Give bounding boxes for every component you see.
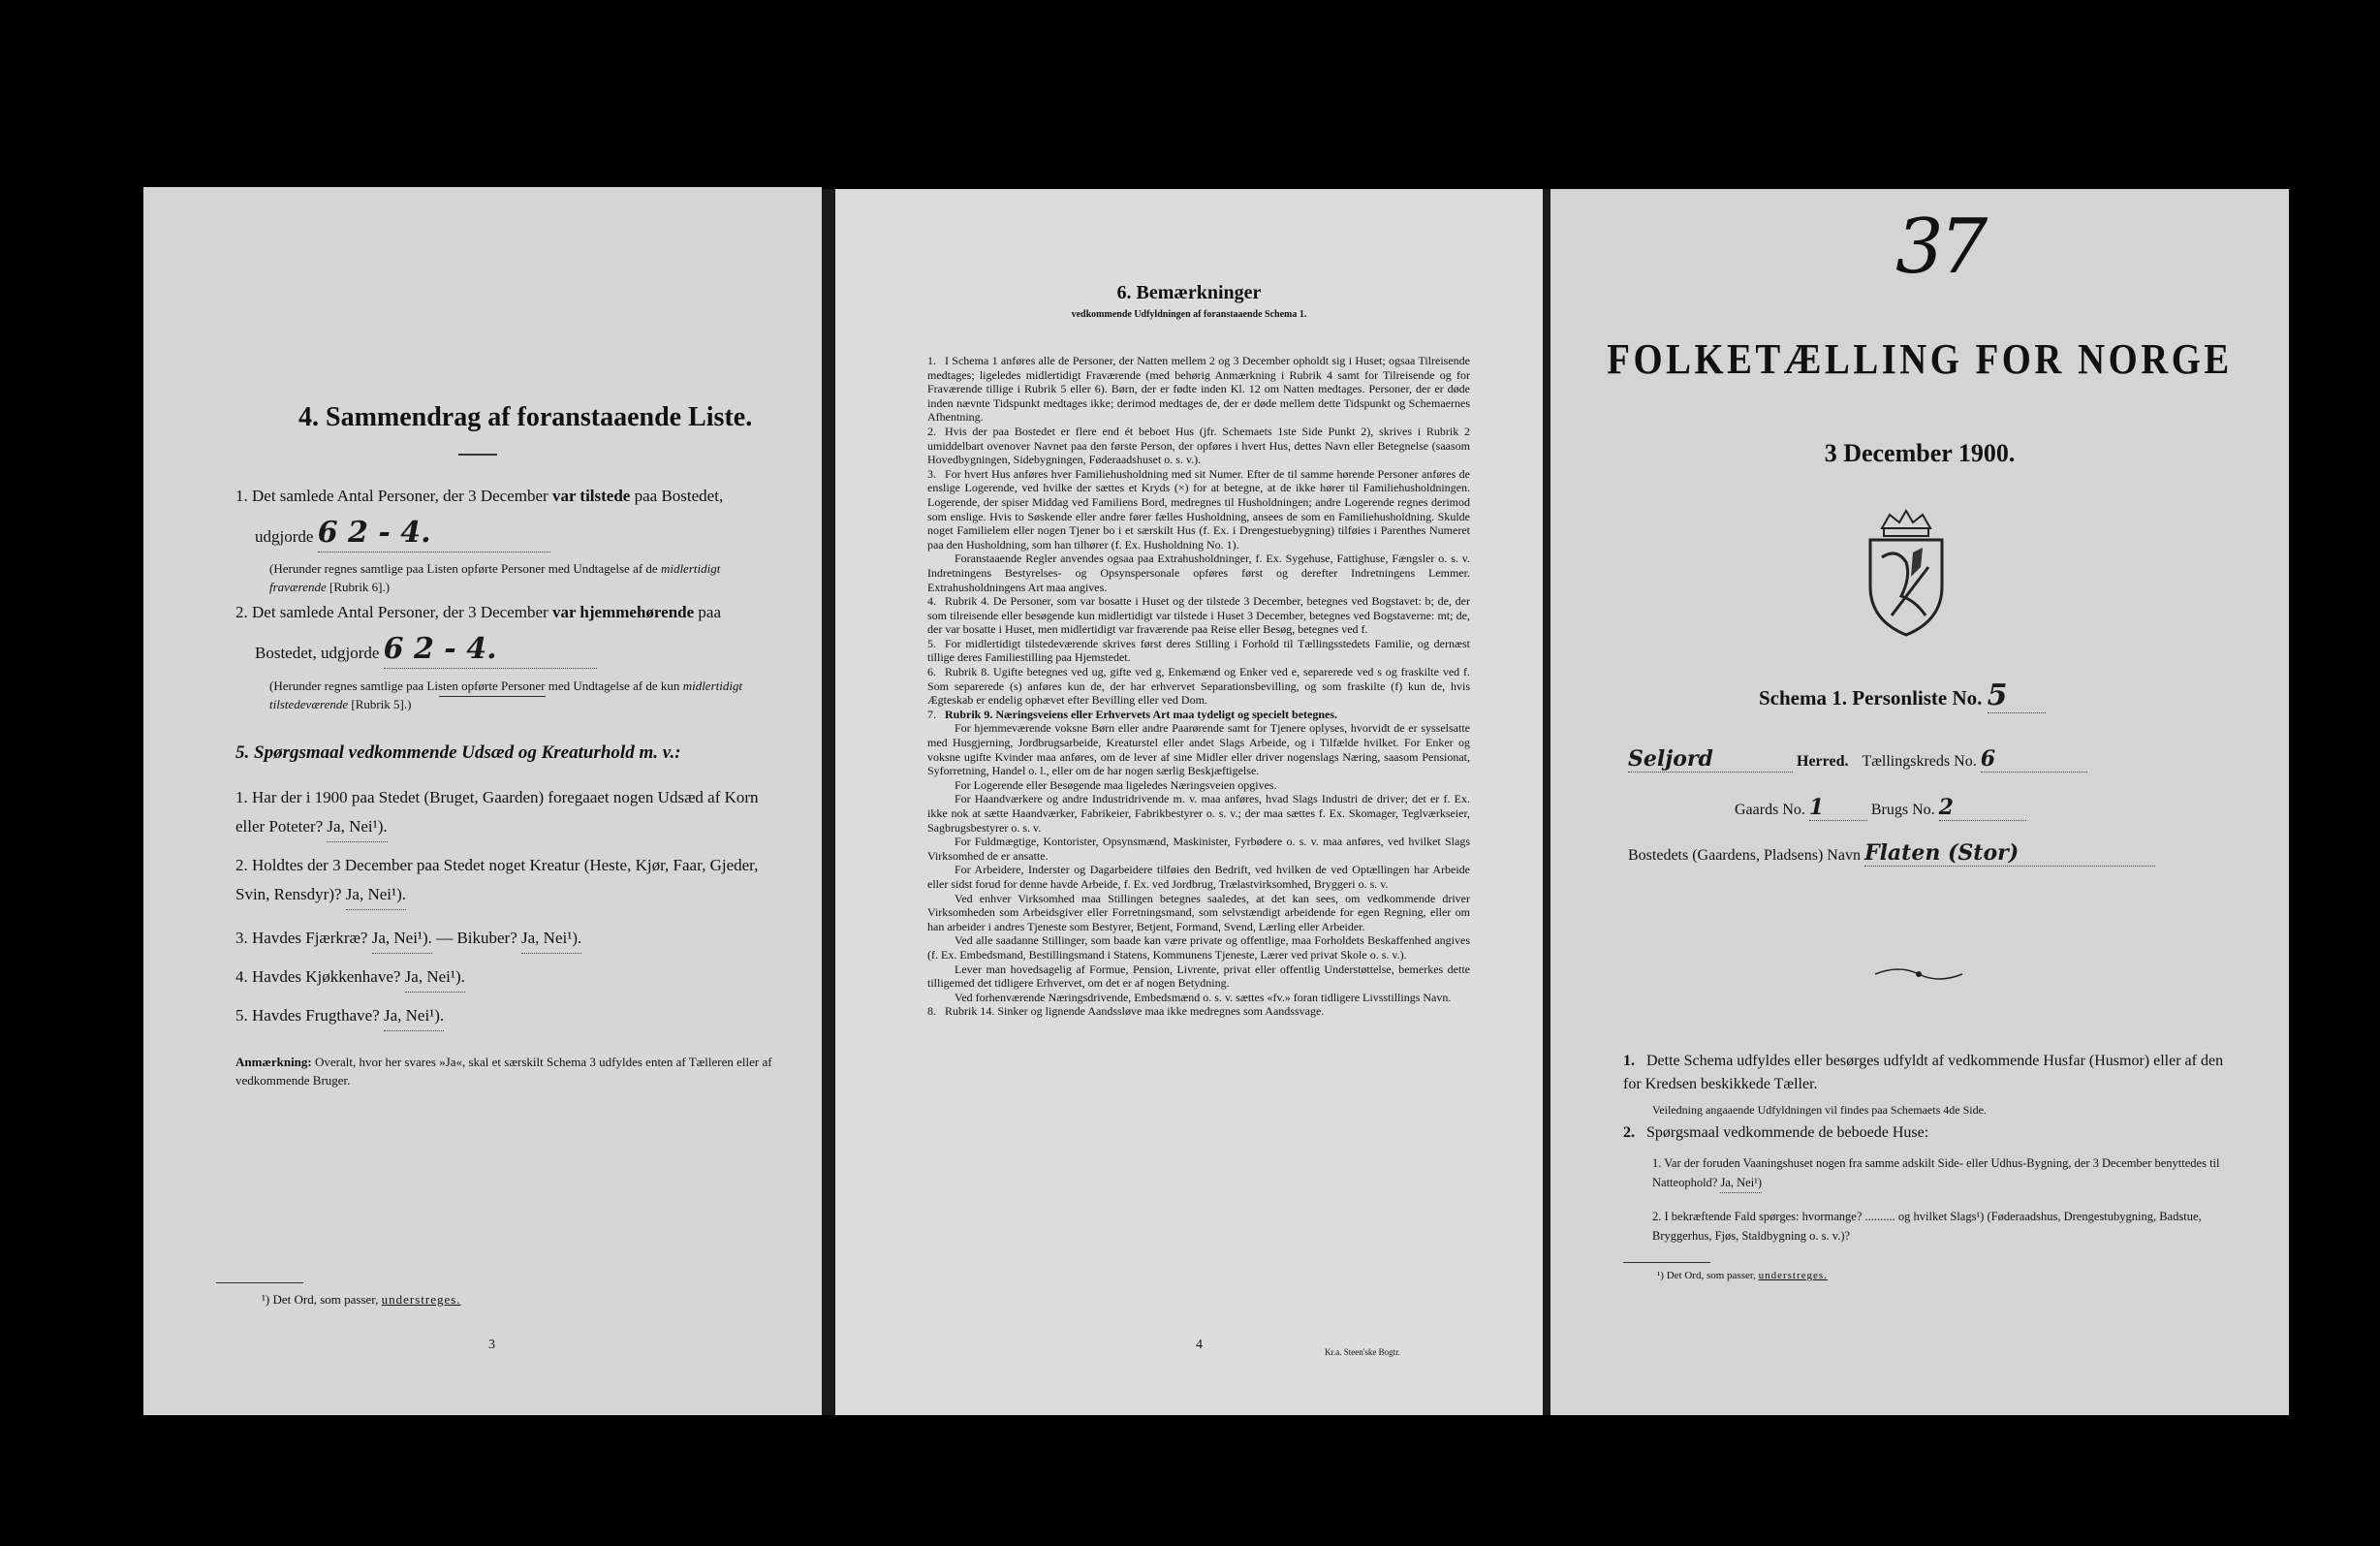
question-1: [235, 783, 778, 842]
remark-text: Foranstaaende Regler anvendes ogsaa paa Extrahusholdninger, f. Ex. Sygehuse, Fattighuse, Fængsler o. s. v. Indretningens Bestyrelses- og Opsynspersonale opføres først og derefter Indretningens Lemmer. Extrahusholdningens Art maa angives.: [927, 552, 1470, 594]
remark-text: For hjemmeværende voksne Børn eller andre Paarørende samt for Tjenere oplyses, hvorvidt de er sysselsatte med Husgjerning, Jordbrugsarbeide, Kreaturstel eller andet Slags Arbeide, og i Tilfælde hvilket. For Enker og voksne ugifte Kvinder maa anføres, om de lever af sine Midler eller driver nogenslags Næring, saasom Pensionat, Syforretning, Handel o. l., eller om de har nogen særlig Beskjæftigelse.: [927, 721, 1470, 778]
question-number: 5.: [235, 1006, 248, 1025]
gaards-line: [1735, 795, 2026, 821]
note-italic: midlertidigt fraværende: [269, 561, 721, 594]
left-footnote: [262, 1292, 461, 1308]
remark-number: 5.: [927, 636, 936, 650]
section-divider: [439, 696, 546, 697]
note-text: [Rubrik 6].): [329, 580, 391, 594]
question-answer: Ja, Nei¹).: [405, 962, 465, 993]
census-date: 3 December 1900.: [1824, 439, 2016, 467]
remark-text: For Haandværkere og andre Industridrivende m. v. maa anføres, hvad Slags Industri de driver; det er f. Ex. ikke nok at sætte Haandværker, Fabrikeier, Fabrikbestyrer o. s. v.; der maa sættes f. Ex. Skomager, Teglværkseier, Sagbrugsbestyrer o. s. v.: [927, 792, 1470, 835]
item-bold-text: var hjemmehørende: [551, 603, 695, 621]
item-text: paa: [698, 603, 721, 621]
herred-line: [1628, 746, 2087, 773]
kreds-value: 6: [1981, 746, 2087, 773]
question-number: 1.: [235, 788, 248, 806]
anmerkning: [235, 1053, 778, 1089]
middle-page: [835, 189, 1543, 1415]
brugs-value: 2: [1939, 795, 2026, 821]
sub-question-2: [1652, 1207, 2224, 1246]
remark-paragraph: [927, 721, 1470, 777]
footnote-text: ¹) Det Ord, som passer,: [262, 1292, 379, 1307]
question-2: [235, 851, 778, 910]
question-3: [235, 924, 778, 954]
instruction-2: [1623, 1121, 2224, 1145]
schema-line: [1759, 678, 2046, 713]
personliste-number: 5: [1988, 678, 2046, 713]
remark-text: Rubrik 4. De Personer, som var bosatte i Huset og der tilstede 3 December, betegnes ved Bogstavet: b; de, der som tilreisende eller besøgende kun midlertidigt var tilstede i Huset 3 December, betegnes ved Bogstaverne: mt; de, der var bosatte i Huset, men midlertidigt var fraværende paa Reise eller Besøg, betegnes ved f.: [927, 594, 1470, 637]
sub-question-text: Var der foruden Vaaningshuset nogen fra samme adskilt Side- eller Udhus-Bygning, der 3 December benyttedes til Natteophold?: [1652, 1156, 2220, 1189]
gaards-value: 1: [1809, 795, 1867, 821]
remarks-body: [927, 354, 1470, 1019]
herred-label: Herred.: [1797, 753, 1849, 770]
instruction-number: 1.: [1623, 1053, 1635, 1069]
page-number-3: 3: [488, 1338, 495, 1352]
remarks-subheading: vedkommende Udfyldningen af foranstaaende Schema 1.: [1071, 309, 1307, 320]
remark-text: Lever man hovedsagelig af Formue, Pension, Livrente, privat eller offentlig Understøttelse, bemerkes dette tilligemed det tidligere Erhvervet, om det er af nogen Betydning.: [927, 962, 1470, 991]
heading-rule: [458, 454, 497, 456]
bosted-value: Flaten (Stor): [1864, 840, 2155, 867]
remark-paragraph: [927, 991, 1470, 1005]
remark-number: 3.: [927, 466, 936, 481]
remark-paragraph: [927, 637, 1470, 665]
anmerkning-label: Anmærkning:: [235, 1055, 312, 1069]
question-text: Havdes Fjærkræ?: [252, 929, 368, 947]
udgjorde-label: Bostedet, udgjorde: [255, 644, 380, 662]
instruction-1: [1623, 1050, 2224, 1096]
remark-paragraph: [927, 467, 1470, 552]
remark-paragraph: [927, 552, 1470, 594]
anmerkning-text: Overalt, hvor her svares »Ja«, skal et særskilt Schema 3 udfyldes enten af Tælleren eller af vedkommende Bruger.: [235, 1055, 772, 1088]
footnote-rule: [216, 1282, 303, 1283]
sub-question-number: 2.: [1652, 1210, 1662, 1223]
page-gutter: [1543, 189, 1550, 1415]
kreds-label: Tællingskreds No.: [1862, 753, 1977, 770]
instruction-number: 2.: [1623, 1124, 1635, 1141]
remark-number: 1.: [927, 354, 936, 367]
summary-item-1: [235, 478, 778, 555]
note-text: (Herunder regnes samtlige paa Listen opførte Personer med Undtagelse af de: [269, 561, 658, 576]
summary-note-2: [269, 677, 773, 713]
bosted-label: Bostedets (Gaardens, Pladsens) Navn: [1628, 847, 1861, 864]
remark-paragraph: [927, 892, 1470, 934]
remark-number: 2.: [927, 424, 936, 438]
gaards-label: Gaards No.: [1735, 802, 1805, 818]
right-footnote: [1657, 1270, 1828, 1281]
ornament-divider: [1870, 964, 1967, 984]
remark-text: For hvert Hus anføres hver Familiehusholdning med sit Numer. Efter de til samme hørende Personer anføres de enslige Logerende, ved hvilke der sættes et Kryds (×) for at betegne, at de ikke hører til Familiehusholdningen. Logerende, der spiser Middag ved Familiens Bord, medregnes til Husholdningen; andre Logerende regnes derimod som enslige. Hvis to Søskende eller andre fører fælles Husholdning, ansees de som en Familiehusholdning. Skulde noget Familielem eller nogen Tjener bo i et særskilt Hus (f. Ex. i Drengestuebygning) tilføies i Parenthes Numeret paa den Husholdning, som han tilhører (f. Ex. Husholdning No. 1).: [927, 466, 1470, 552]
bosted-line: [1628, 840, 2155, 867]
remark-paragraph: [927, 792, 1470, 835]
question-number: 2.: [235, 856, 248, 874]
remark-text: Ved alle saadanne Stillinger, som baade kan være private og offentlige, maa Forholdets Beskaffenhed angives (f. Ex. Embedsmand, Bestillingsmand i Statens, Kommunens Tjeneste, Lærer ved privat Skole o. s. v.).: [927, 933, 1470, 962]
question-number: 3.: [235, 929, 248, 947]
udgjorde-label: udgjorde: [255, 527, 314, 546]
resident-count-value: 6 2 - 4.: [384, 631, 597, 669]
remark-paragraph: [927, 594, 1470, 637]
note-text: [Rubrik 5].): [351, 697, 412, 711]
remark-text: Ved forhenværende Næringsdrivende, Embedsmænd o. s. v. sættes «fv.» foran tidligere Livsstillings Navn.: [955, 990, 1452, 1004]
sub-question-text: I bekræftende Fald spørges: hvormange? .......... og hvilket Slags¹) (Føderaadshus, Drengestubygning, Badstue, Bryggerhus, Fjøs, Staldbygning o. s. v.)?: [1652, 1210, 2202, 1243]
remark-paragraph: [927, 778, 1470, 793]
question-text: Holdtes der 3 December paa Stedet noget Kreatur (Heste, Kjør, Faar, Gjeder, Svin, Rensdyr)?: [235, 856, 759, 903]
item-number: 1.: [235, 487, 248, 505]
sub-question-number: 1.: [1652, 1156, 1662, 1170]
census-title: FOLKETÆLLING FOR NORGE: [1607, 335, 2233, 383]
remark-text: Rubrik 9. Næringsveiens eller Erhvervets Art maa tydeligt og specielt betegnes.: [945, 707, 1338, 721]
summary-item-2: [235, 594, 778, 672]
item-text: Det samlede Antal Personer, der 3 December: [252, 603, 548, 621]
question-text: Havdes Frugthave?: [252, 1006, 380, 1025]
handwritten-number: 37: [1895, 204, 1985, 291]
footnote-underlined: understreges.: [381, 1292, 461, 1307]
sub-question-answer: Ja, Nei¹): [1720, 1173, 1762, 1193]
question-4: [235, 962, 778, 993]
brugs-label: Brugs No.: [1870, 802, 1935, 818]
coat-of-arms-icon: [1853, 509, 1959, 640]
remark-text: Hvis der paa Bostedet er flere end ét beboet Hus (jfr. Schemaets 1ste Side Punkt 2), skrives i Rubrik 2 umiddelbart ovenover Navnet paa den første Person, der opføres i hvert Hus, dettes Navn eller Betegnelse (saasom Hovedbygningen, Sidebygningen, Føderaadshuset o. s. v.).: [927, 424, 1470, 467]
remark-paragraph: [927, 835, 1470, 863]
remark-number: 4.: [927, 594, 936, 609]
question-number: 4.: [235, 967, 248, 986]
remark-text: For midlertidigt tilstedeværende skrives først deres Stilling i Forhold til Tællingsstedets Familie, og dernæst tillige deres Familiestilling paa Hjemstedet.: [927, 636, 1470, 665]
remark-text: Ved enhver Virksomhed maa Stillingen betegnes saaledes, at det kan sees, om vedkommende driver Virksomheden som Arbeidsgiver eller Forretningsmand, som selvstændigt arbeidende for egen Regning, eller om han arbeider i andres Tjeneste som Bestyrer, Betjent, Formand, Svend, Lærling eller Arbeider.: [927, 891, 1470, 933]
instruction-1-note: Veiledning angaaende Udfyldningen vil findes paa Schemaets 4de Side.: [1652, 1103, 1987, 1117]
remark-number: 7.: [927, 707, 936, 721]
question-5: [235, 1001, 778, 1031]
remark-text: I Schema 1 anføres alle de Personer, der Natten mellem 2 og 3 December opholdt sig i Huset; ogsaa Tilreisende medtages; ligeledes midlertidigt Fraværende (med behørig Anmærkning i Rubrik 4 samt for Tilreisende og for Fraværende tillige i Rubrik 5 eller 6). Børn, der er fødte inden Kl. 12 om Natten medtages. Personer, der er døde inden nævnte Tidspunkt medtages ikke; derimod medtages de, der er døde mellem dette Tidspunkt og Schemaernes Afhentning.: [927, 354, 1470, 425]
printer-mark: Kr.a. Steen'ske Bogtr.: [1325, 1347, 1400, 1357]
remark-paragraph: [927, 962, 1470, 991]
question-answer: Ja, Nei¹).: [327, 812, 387, 842]
remark-paragraph: [927, 863, 1470, 891]
remark-text: For Arbeidere, Inderster og Dagarbeidere tilføies den Bedrift, ved hvilken de ved Optællingen har Arbeide eller sidst forud for denne havde Arbeide, f. Ex. ved Jordbrug, Trælastvirksomhed, Bryggeri o. s. v.: [927, 863, 1470, 891]
remark-paragraph: [927, 1004, 1470, 1019]
remark-paragraph: [927, 354, 1470, 425]
instruction-text: Dette Schema udfyldes eller besørges udfyldt af vedkommende Husfar (Husmor) eller af den for Kredsen beskikkede Tæller.: [1623, 1053, 2224, 1092]
section5-heading: 5. Spørgsmaal vedkommende Udsæd og Kreaturhold m. v.:: [235, 742, 681, 763]
item-number: 2.: [235, 603, 248, 621]
remark-number: 6.: [927, 665, 936, 679]
item-text: Det samlede Antal Personer, der 3 December: [252, 487, 548, 505]
footnote-rule: [1623, 1262, 1710, 1263]
question-answer: Ja, Nei¹).: [346, 880, 406, 910]
remarks-heading: 6. Bemærkninger: [1116, 282, 1262, 303]
remark-paragraph: [927, 665, 1470, 708]
left-page: [143, 187, 822, 1415]
sub-question-1: [1652, 1153, 2224, 1193]
page-gutter: [822, 189, 835, 1415]
footnote-text: ¹) Det Ord, som passer,: [1657, 1270, 1756, 1281]
summary-heading: 4. Sammendrag af foranstaaende Liste.: [298, 402, 753, 432]
question-answer: Ja, Nei¹).: [521, 924, 581, 954]
item-text: paa Bostedet,: [634, 487, 724, 505]
question-text: Har der i 1900 paa Stedet (Bruget, Gaarden) foregaaet nogen Udsæd af Korn eller Poteter?: [235, 788, 759, 836]
note-text: (Herunder regnes samtlige paa Listen opførte Personer med Undtagelse af de kun: [269, 678, 680, 693]
remark-text: For Logerende eller Besøgende maa ligeledes Næringsveien opgives.: [955, 777, 1277, 792]
right-page: [1550, 189, 2289, 1415]
page-number-4: 4: [1196, 1338, 1203, 1352]
item-bold-text: var tilstede: [551, 487, 631, 505]
schema-label: Schema 1. Personliste No.: [1759, 686, 1983, 710]
question-text: — Bikuber?: [436, 929, 517, 947]
summary-note-1: [269, 559, 773, 596]
question-text: Havdes Kjøkkenhave?: [252, 967, 401, 986]
footnote-underlined: understreges.: [1758, 1270, 1828, 1281]
remark-text: Rubrik 8. Ugifte betegnes ved ug, gifte ved g, Enkemænd og Enker ved e, separerede ved s og fraskilte ved f. Som separerede (s) anføres kun de, der har erhvervet Separationsbevilling, og som fraskilte (f) kun de, hvis Ægteskab er endelig ophævet efter Bevilling eller ved Dom.: [927, 665, 1470, 708]
herred-value: Seljord: [1628, 746, 1793, 773]
present-count-value: 6 2 - 4.: [318, 515, 550, 552]
remark-paragraph: [927, 933, 1470, 962]
remark-number: 8.: [927, 1004, 936, 1019]
remark-text: For Fuldmægtige, Kontorister, Opsynsmænd, Maskinister, Fyrbødere o. s. v. maa anføres, ved hvilket Slags Virksomhed de er ansatte.: [927, 835, 1470, 863]
remark-paragraph: [927, 425, 1470, 467]
question-answer: Ja, Nei¹).: [372, 924, 432, 954]
remark-paragraph: [927, 708, 1470, 722]
instruction-text: Spørgsmaal vedkommende de beboede Huse:: [1646, 1124, 1929, 1141]
note-italic: midlertidigt tilstedeværende: [269, 678, 743, 711]
question-answer: Ja, Nei¹).: [384, 1001, 444, 1031]
remark-text: Rubrik 14. Sinker og lignende Aandssløve maa ikke medregnes som Aandssvage.: [945, 1004, 1325, 1019]
